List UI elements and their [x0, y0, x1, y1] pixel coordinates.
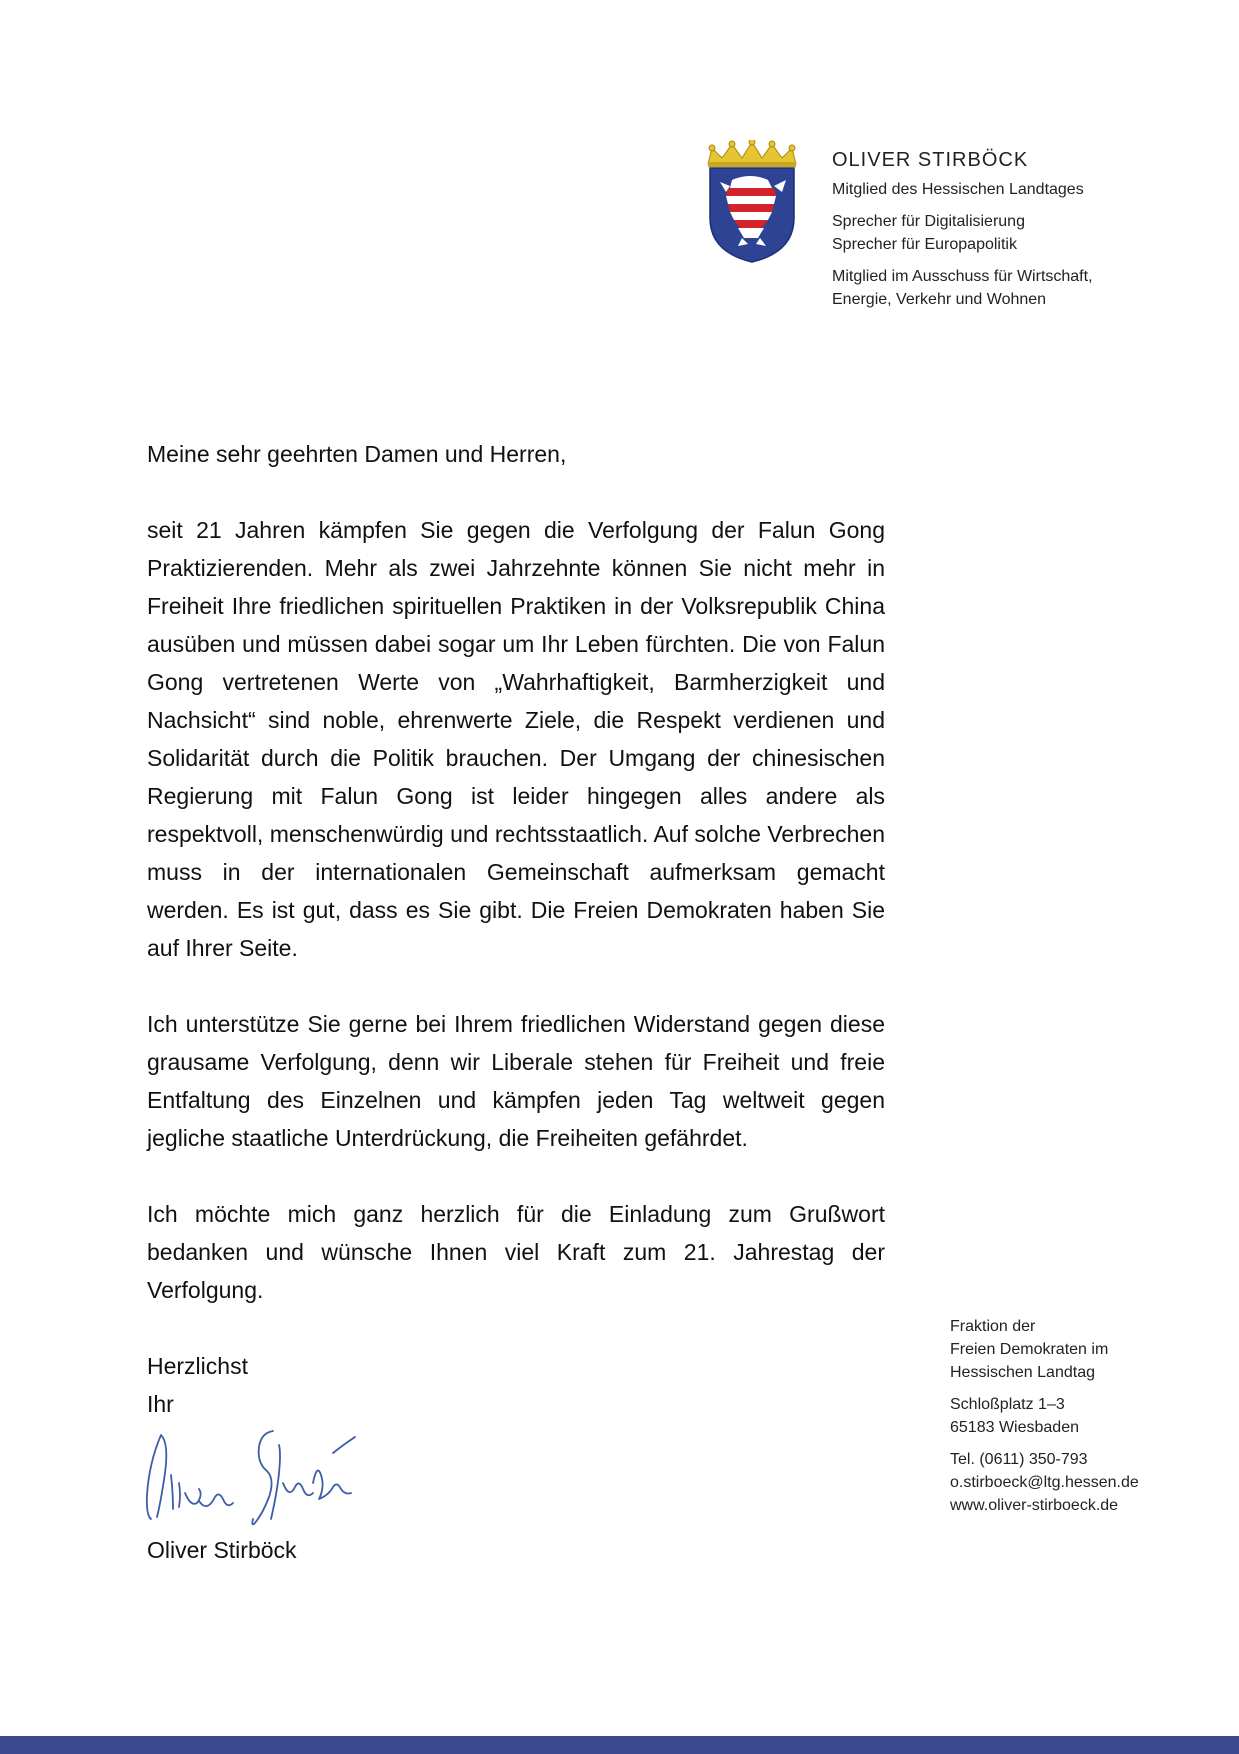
faction-line: Freien Demokraten im [950, 1341, 1109, 1358]
signer-name: Oliver Stirböck [147, 1537, 297, 1563]
contact-block [950, 1448, 1220, 1517]
sender-role: Mitglied des Hessischen Landtages [832, 181, 1084, 198]
paragraph: Ich unterstütze Sie gerne bei Ihrem friedlichen Widerstand gegen diese grausame Verfolgung, denn wir Liberale stehen für Freiheit und freie Entfaltung des Einzelnen und kämpfen jeden Tag weltweit gegen jegliche staatliche Unterdrückung, die Freiheiten gefährdet. [147, 1011, 885, 1151]
spokesperson-block [832, 210, 1093, 256]
faction-line: Fraktion der [950, 1318, 1036, 1335]
paragraph: Ich möchte mich ganz herzlich für die Einladung zum Grußwort bedanken und wünsche Ihnen viel Kraft zum 21. Jahrestag der Verfolgung. [147, 1201, 885, 1303]
email-link[interactable]: o.stirboeck@ltg.hessen.de [950, 1474, 1139, 1491]
closing-line: Herzlichst [147, 1353, 248, 1379]
hessen-coat-of-arms-logo [702, 140, 802, 264]
committee-block [832, 265, 1093, 311]
committee-line: Mitglied im Ausschuss für Wirtschaft, [832, 268, 1093, 285]
sender-role-block [832, 178, 1093, 201]
footer-bar [0, 1736, 1239, 1754]
letterhead [702, 140, 1182, 340]
contact-sidebar [950, 1315, 1220, 1526]
address-line: 65183 Wiesbaden [950, 1419, 1079, 1436]
spokesperson-line: Sprecher für Digitalisierung [832, 213, 1025, 230]
greeting: Meine sehr geehrten Damen und Herren, [147, 441, 567, 467]
sender-name: OLIVER STIRBÖCK [832, 149, 1029, 171]
faction-block [950, 1315, 1220, 1384]
letterhead-text [832, 140, 1093, 320]
website-link[interactable]: www.oliver-stirboeck.de [950, 1497, 1119, 1514]
phone: Tel. (0611) 350-793 [950, 1451, 1088, 1468]
paragraph: seit 21 Jahren kämpfen Sie gegen die Verfolgung der Falun Gong Praktizierenden. Mehr als zwei Jahrzehnte können Sie nicht mehr in Freiheit Ihre friedlichen spirituellen Praktiken in der Volksrepublik China ausüben und müssen dabei sogar um Ihr Leben fürchten. Die von Falun Gong vertretenen Werte von „Wahrhaftigkeit, Barmherzigkeit und Nachsicht“ sind noble, ehrenwerte Ziele, die Respekt verdienen und Solidarität durch die Politik brauchen. Der Umgang der chinesischen Regierung mit Falun Gong ist leider hingegen alles andere als respektvoll, menschenwürdig und rechtsstaatlich. Auf solche Verbrechen muss in der internationalen Gemeinschaft aufmerksam gemacht werden. Es ist gut, dass es Sie gibt. Die Freien Demokraten haben Sie auf Ihrer Seite. [147, 517, 885, 961]
closing-line: Ihr [147, 1391, 174, 1417]
address-block [950, 1393, 1220, 1439]
letter-body [147, 435, 885, 1569]
spokesperson-line: Sprecher für Europapolitik [832, 236, 1017, 253]
address-line: Schloßplatz 1–3 [950, 1396, 1065, 1413]
handwritten-signature [143, 1423, 363, 1541]
closing [147, 1347, 885, 1423]
committee-line: Energie, Verkehr und Wohnen [832, 291, 1047, 308]
faction-line: Hessischen Landtag [950, 1364, 1095, 1381]
